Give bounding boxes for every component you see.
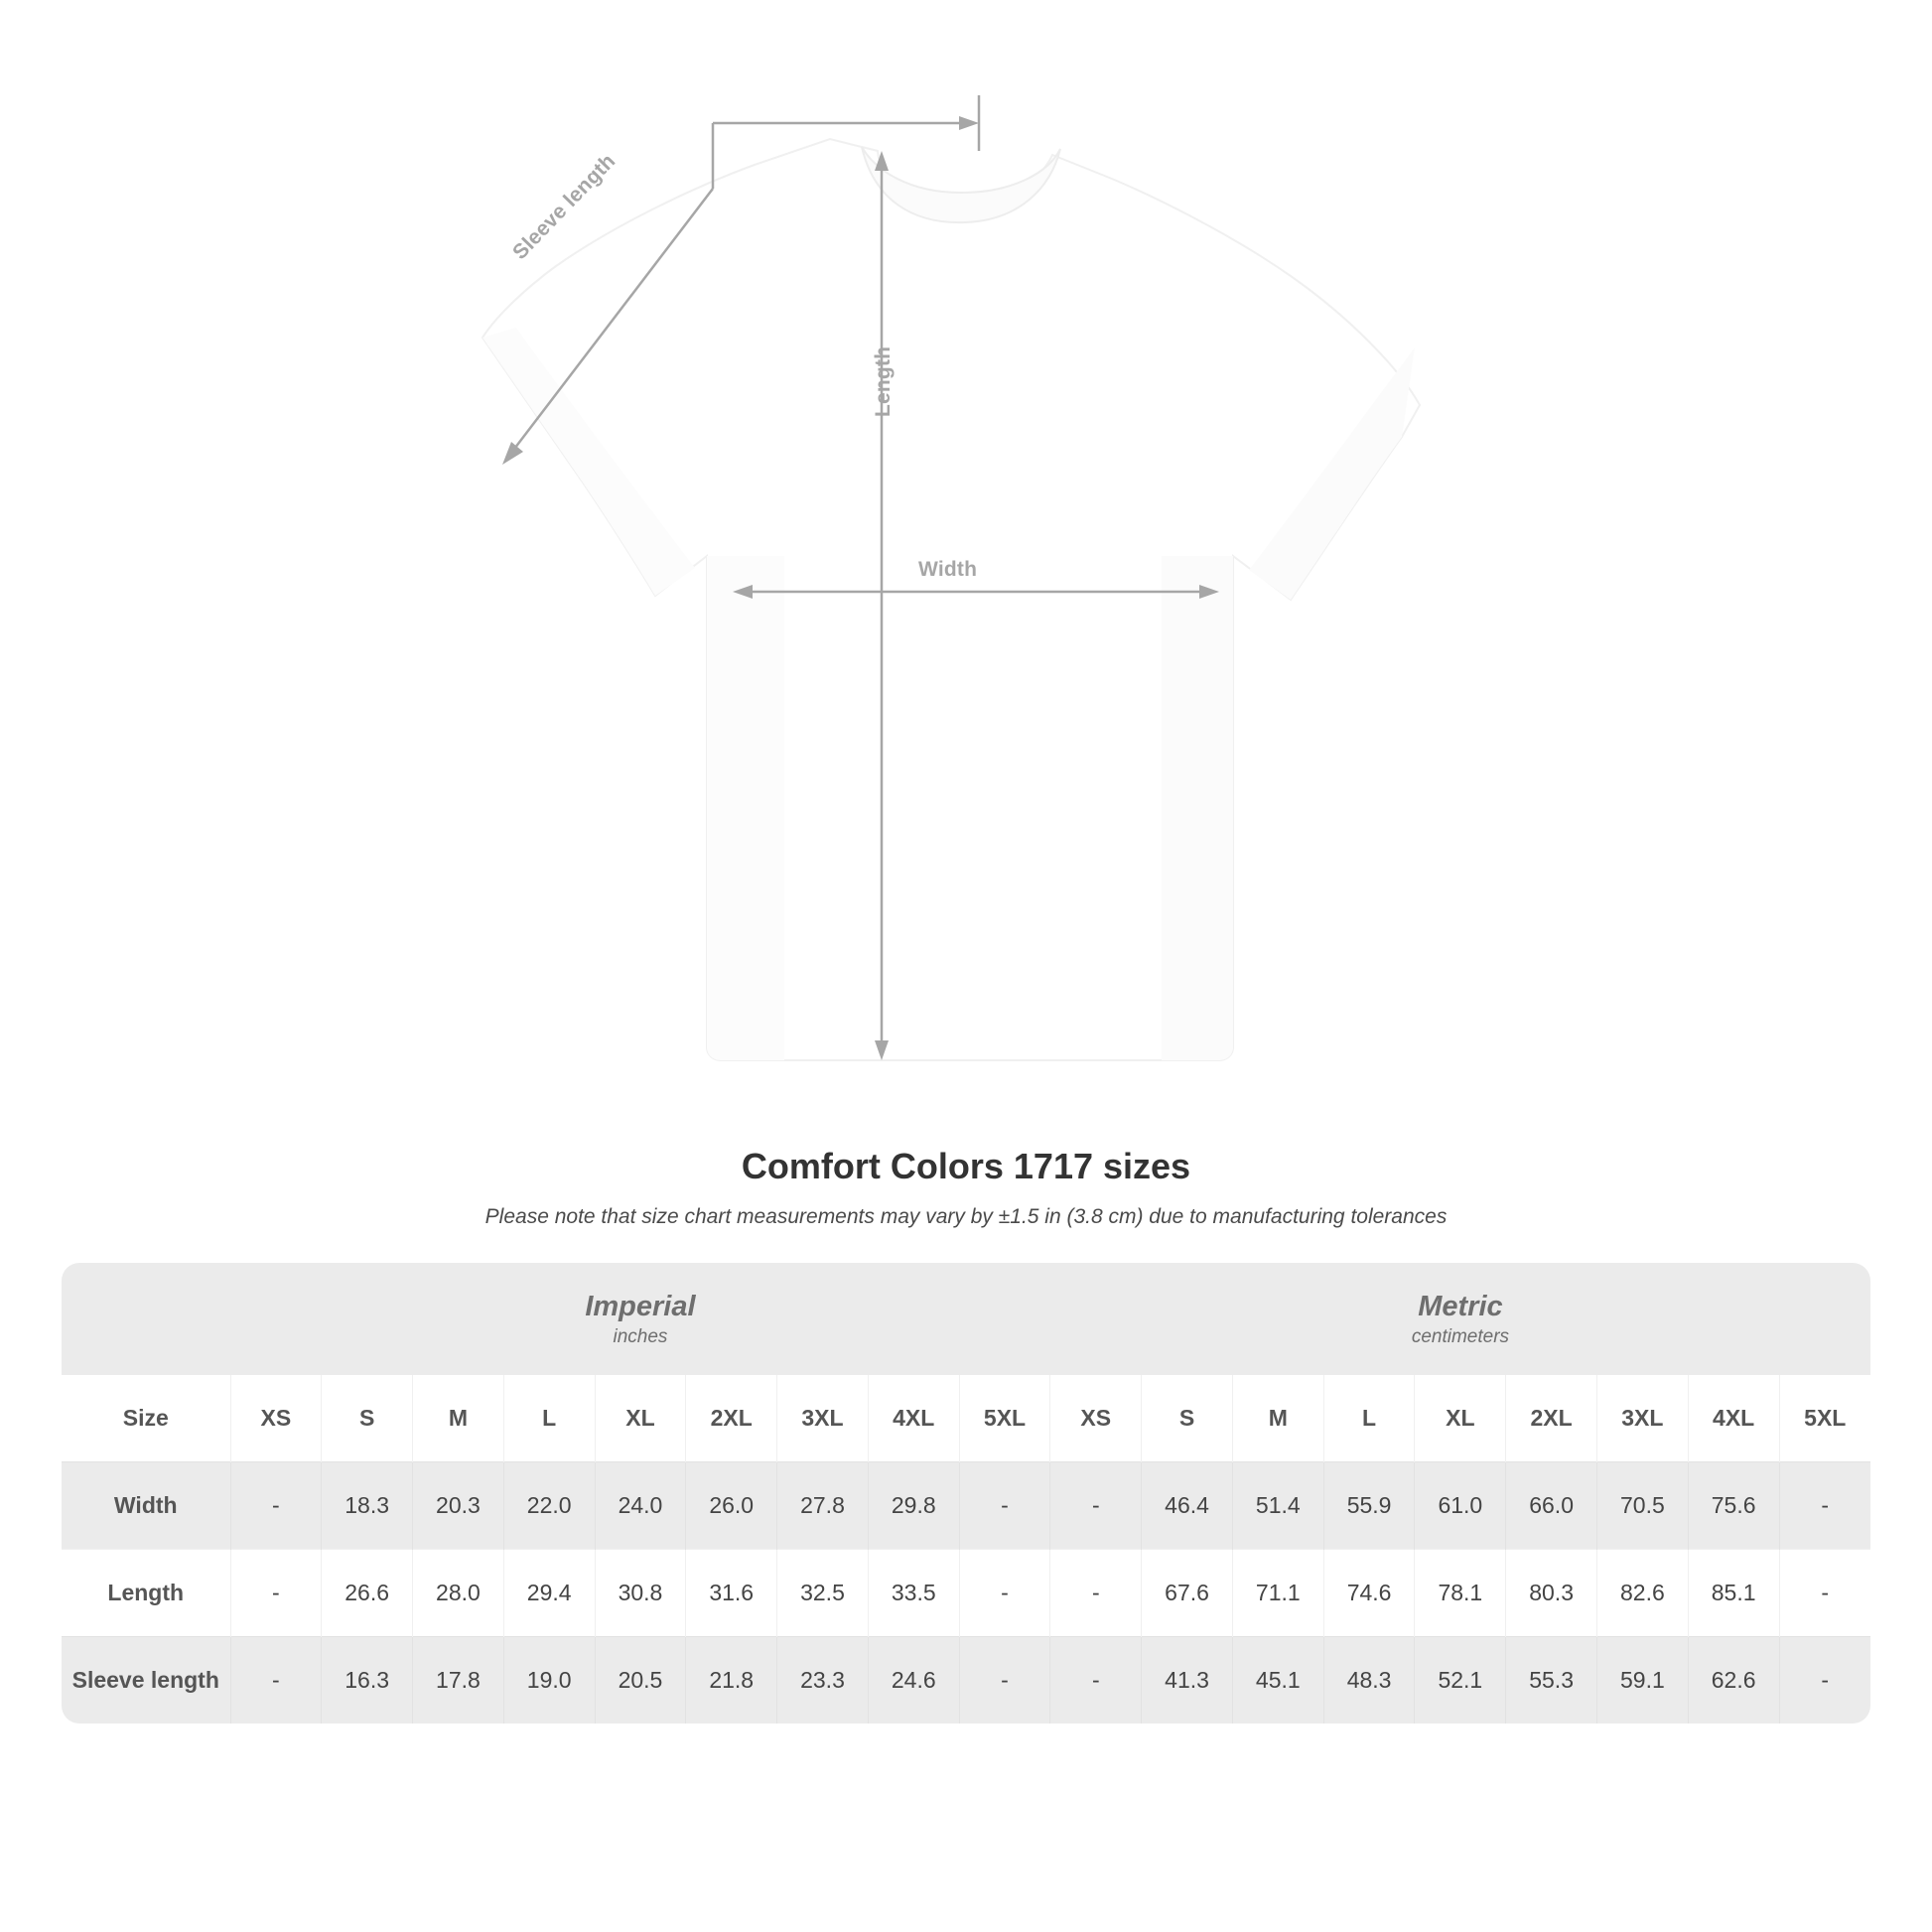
cell-metric-s: 41.3 — [1142, 1636, 1233, 1724]
cell-imperial-5xl: - — [959, 1461, 1050, 1549]
column-header-metric-s: S — [1142, 1375, 1233, 1462]
cell-imperial-s: 26.6 — [322, 1549, 413, 1636]
column-header-imperial-2xl: 2XL — [686, 1375, 777, 1462]
cell-imperial-xs: - — [230, 1549, 322, 1636]
cell-metric-4xl: 75.6 — [1688, 1461, 1779, 1549]
column-header-imperial-m: M — [413, 1375, 504, 1462]
column-header-imperial-xs: XS — [230, 1375, 322, 1462]
cell-metric-3xl: 59.1 — [1596, 1636, 1688, 1724]
cell-metric-m: 71.1 — [1232, 1549, 1323, 1636]
cell-imperial-3xl: 32.5 — [777, 1549, 869, 1636]
table-row — [62, 1549, 1870, 1636]
cell-metric-xl: 61.0 — [1415, 1461, 1506, 1549]
cell-metric-l: 48.3 — [1323, 1636, 1415, 1724]
row-header-sleeve-length: Sleeve length — [62, 1636, 230, 1724]
cell-imperial-xl: 20.5 — [595, 1636, 686, 1724]
cell-metric-5xl: - — [1779, 1549, 1870, 1636]
unit-sub-imperial: inches — [613, 1326, 668, 1348]
column-header-imperial-5xl: 5XL — [959, 1375, 1050, 1462]
column-header-metric-5xl: 5XL — [1779, 1375, 1870, 1462]
column-header-metric-xl: XL — [1415, 1375, 1506, 1462]
cell-imperial-xl: 24.0 — [595, 1461, 686, 1549]
cell-imperial-4xl: 33.5 — [868, 1549, 959, 1636]
size-chart-table — [62, 1263, 1870, 1724]
cell-metric-5xl: - — [1779, 1461, 1870, 1549]
cell-imperial-5xl: - — [959, 1636, 1050, 1724]
unit-header-metric — [1050, 1263, 1870, 1375]
row-header-width: Width — [62, 1461, 230, 1549]
cell-metric-xl: 52.1 — [1415, 1636, 1506, 1724]
cell-metric-4xl: 85.1 — [1688, 1549, 1779, 1636]
unit-name-imperial: Imperial — [585, 1291, 696, 1322]
length-dimension-label: Length — [872, 345, 895, 417]
column-header-imperial-3xl: 3XL — [777, 1375, 869, 1462]
column-header-imperial-4xl: 4XL — [868, 1375, 959, 1462]
cell-imperial-m: 28.0 — [413, 1549, 504, 1636]
unit-header-imperial — [230, 1263, 1050, 1375]
tolerance-note: Please note that size chart measurements may vary by ±1.5 in (3.8 cm) due to manufacturing tolerances — [484, 1205, 1448, 1228]
cell-imperial-4xl: 24.6 — [868, 1636, 959, 1724]
cell-metric-xs: - — [1050, 1636, 1142, 1724]
cell-metric-s: 67.6 — [1142, 1549, 1233, 1636]
column-header-metric-3xl: 3XL — [1596, 1375, 1688, 1462]
column-header-imperial-l: L — [503, 1375, 595, 1462]
cell-imperial-xs: - — [230, 1461, 322, 1549]
column-header-metric-l: L — [1323, 1375, 1415, 1462]
cell-metric-5xl: - — [1779, 1636, 1870, 1724]
table-row — [62, 1636, 1870, 1724]
unit-sub-metric: centimeters — [1411, 1326, 1510, 1348]
cell-metric-3xl: 70.5 — [1596, 1461, 1688, 1549]
width-dimension-label: Width — [918, 558, 978, 581]
page-title: Comfort Colors 1717 sizes — [741, 1146, 1191, 1186]
column-header-imperial-xl: XL — [595, 1375, 686, 1462]
title-block — [0, 1146, 1932, 1229]
row-header-length: Length — [62, 1549, 230, 1636]
cell-imperial-l: 19.0 — [503, 1636, 595, 1724]
cell-metric-3xl: 82.6 — [1596, 1549, 1688, 1636]
cell-metric-xs: - — [1050, 1549, 1142, 1636]
cell-imperial-s: 16.3 — [322, 1636, 413, 1724]
cell-metric-xl: 78.1 — [1415, 1549, 1506, 1636]
size-header-row — [62, 1375, 1870, 1462]
cell-metric-l: 74.6 — [1323, 1549, 1415, 1636]
cell-imperial-xs: - — [230, 1636, 322, 1724]
cell-metric-2xl: 80.3 — [1506, 1549, 1597, 1636]
cell-imperial-4xl: 29.8 — [868, 1461, 959, 1549]
cell-metric-m: 45.1 — [1232, 1636, 1323, 1724]
cell-imperial-3xl: 23.3 — [777, 1636, 869, 1724]
column-header-imperial-s: S — [322, 1375, 413, 1462]
cell-imperial-2xl: 31.6 — [686, 1549, 777, 1636]
table-head — [62, 1263, 1870, 1461]
cell-imperial-l: 22.0 — [503, 1461, 595, 1549]
cell-imperial-2xl: 26.0 — [686, 1461, 777, 1549]
cell-imperial-xl: 30.8 — [595, 1549, 686, 1636]
tshirt-shape — [483, 139, 1420, 1060]
size-chart-table-wrap — [62, 1263, 1870, 1724]
cell-metric-m: 51.4 — [1232, 1461, 1323, 1549]
column-header-metric-2xl: 2XL — [1506, 1375, 1597, 1462]
cell-imperial-3xl: 27.8 — [777, 1461, 869, 1549]
sleeve-length-dimension-label: Sleeve length — [508, 149, 621, 264]
cell-metric-2xl: 55.3 — [1506, 1636, 1597, 1724]
unit-name-metric: Metric — [1418, 1291, 1503, 1322]
cell-metric-xs: - — [1050, 1461, 1142, 1549]
column-header-metric-xs: XS — [1050, 1375, 1142, 1462]
cell-imperial-5xl: - — [959, 1549, 1050, 1636]
table-row — [62, 1461, 1870, 1549]
table-body — [62, 1461, 1870, 1724]
unit-header-spacer — [62, 1263, 230, 1375]
cell-imperial-m: 17.8 — [413, 1636, 504, 1724]
cell-metric-s: 46.4 — [1142, 1461, 1233, 1549]
cell-imperial-2xl: 21.8 — [686, 1636, 777, 1724]
cell-metric-2xl: 66.0 — [1506, 1461, 1597, 1549]
cell-metric-4xl: 62.6 — [1688, 1636, 1779, 1724]
column-header-metric-m: M — [1232, 1375, 1323, 1462]
column-header-size: Size — [62, 1375, 230, 1462]
cell-metric-l: 55.9 — [1323, 1461, 1415, 1549]
cell-imperial-m: 20.3 — [413, 1461, 504, 1549]
cell-imperial-s: 18.3 — [322, 1461, 413, 1549]
column-header-metric-4xl: 4XL — [1688, 1375, 1779, 1462]
cell-imperial-l: 29.4 — [503, 1549, 595, 1636]
unit-header-row — [62, 1263, 1870, 1375]
